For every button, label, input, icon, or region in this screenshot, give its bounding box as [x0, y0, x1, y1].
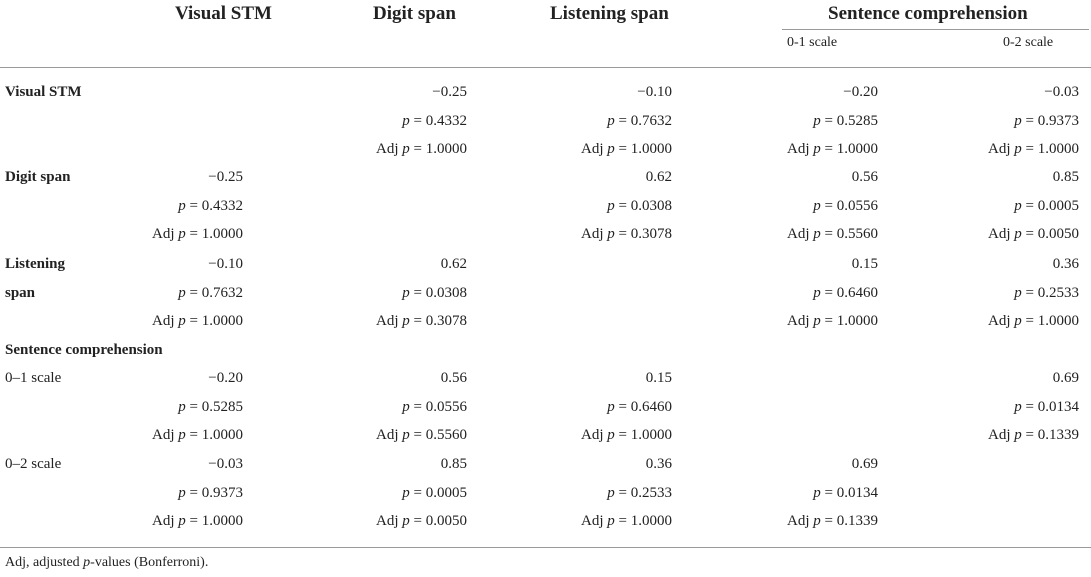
adj-label: Adj — [787, 513, 814, 530]
correlation-value: 0.85 — [440, 456, 467, 472]
cell-s01-digit-r — [441, 370, 467, 387]
table-bottom-rule — [0, 547, 1091, 548]
cell-digit-s01-adj — [787, 226, 878, 243]
cell-s02-listen-adj — [581, 513, 672, 530]
cell-vstm-s01-p — [813, 113, 878, 130]
cell-s02-listen-p — [607, 485, 672, 502]
p-value: 0.9373 — [1037, 112, 1079, 129]
footnote-suffix: -values (Bonferroni). — [90, 555, 209, 570]
p-value: 0.0556 — [425, 398, 467, 415]
p-symbol: p — [1014, 197, 1022, 214]
cell-digit-s01-r — [852, 169, 878, 186]
p-symbol: p — [607, 226, 615, 243]
cell-s01-vstm-adj — [152, 427, 243, 444]
equals-sign: = — [185, 284, 202, 301]
p-value: 0.2533 — [1037, 284, 1079, 301]
p-symbol: p — [178, 398, 186, 415]
cell-s02-digit-r — [441, 456, 467, 473]
p-symbol: p — [1014, 141, 1022, 158]
p-symbol: p — [402, 112, 410, 129]
p-value: 0.0005 — [1037, 197, 1079, 214]
p-value: 0.4332 — [201, 197, 243, 214]
p-symbol: p — [178, 427, 186, 444]
cell-digit-vstm-r — [208, 169, 243, 186]
p-value: 0.5285 — [201, 398, 243, 415]
cell-listen-s02-r — [1053, 256, 1079, 273]
p-value: 0.9373 — [201, 484, 243, 501]
correlation-value: −0.10 — [637, 84, 672, 100]
col-header-digit-span: Digit span — [373, 3, 456, 24]
row-label-listening-span-line2: span — [5, 285, 36, 301]
adj-label: Adj — [152, 313, 179, 330]
equals-sign: = — [614, 513, 631, 530]
p-symbol: p — [402, 141, 410, 158]
p-value: 0.0005 — [425, 484, 467, 501]
correlation-value: 0.36 — [1052, 256, 1079, 272]
p-symbol: p — [402, 284, 410, 301]
adjusted-p-value: 1.0000 — [630, 427, 672, 444]
row-label-0-2-scale: 0–2 scale — [5, 456, 62, 472]
equals-sign: = — [185, 484, 202, 501]
cell-vstm-s02-p — [1014, 113, 1079, 130]
adj-label: Adj — [787, 141, 814, 158]
p-symbol: p — [178, 484, 186, 501]
equals-sign: = — [409, 513, 426, 530]
cell-listen-s01-r — [852, 256, 878, 273]
equals-sign: = — [1021, 398, 1038, 415]
p-symbol: p — [178, 513, 186, 530]
cell-s01-digit-adj — [376, 427, 467, 444]
p-symbol: p — [402, 313, 410, 330]
cell-vstm-s02-adj — [988, 141, 1079, 158]
adjusted-p-value: 1.0000 — [201, 226, 243, 243]
equals-sign: = — [820, 197, 837, 214]
equals-sign: = — [820, 484, 837, 501]
equals-sign: = — [820, 226, 837, 243]
p-symbol: p — [813, 284, 821, 301]
adjusted-p-value: 1.0000 — [1037, 313, 1079, 330]
cell-s02-vstm-r — [208, 456, 243, 473]
adjusted-p-value: 1.0000 — [836, 313, 878, 330]
p-symbol: p — [607, 513, 615, 530]
correlation-value: 0.69 — [1052, 370, 1079, 386]
correlation-value: 0.36 — [645, 456, 672, 472]
equals-sign: = — [185, 513, 202, 530]
adj-label: Adj — [376, 427, 403, 444]
p-symbol: p — [1014, 226, 1022, 243]
p-symbol: p — [402, 398, 410, 415]
adjusted-p-value: 0.3078 — [425, 313, 467, 330]
p-value: 0.6460 — [836, 284, 878, 301]
equals-sign: = — [409, 398, 426, 415]
equals-sign: = — [1021, 197, 1038, 214]
equals-sign: = — [820, 284, 837, 301]
adjusted-p-value: 1.0000 — [201, 513, 243, 530]
cell-s01-s02-p — [1014, 399, 1079, 416]
equals-sign: = — [409, 141, 426, 158]
cell-digit-vstm-adj — [152, 226, 243, 243]
cell-s01-digit-p — [402, 399, 467, 416]
col-header-visual-stm: Visual STM — [175, 3, 272, 24]
cell-s02-s01-r — [852, 456, 878, 473]
equals-sign: = — [614, 484, 631, 501]
cell-s02-listen-r — [646, 456, 672, 473]
adjusted-p-value: 1.0000 — [201, 427, 243, 444]
adj-label: Adj — [787, 313, 814, 330]
correlation-value: −0.03 — [208, 456, 243, 472]
p-symbol: p — [813, 197, 821, 214]
equals-sign: = — [820, 112, 837, 129]
correlation-value: 0.56 — [851, 169, 878, 185]
p-value: 0.5285 — [836, 112, 878, 129]
p-symbol: p — [178, 284, 186, 301]
p-value: 0.0308 — [630, 197, 672, 214]
p-symbol: p — [813, 112, 821, 129]
cell-s02-s01-adj — [787, 513, 878, 530]
correlation-value: −0.20 — [843, 84, 878, 100]
p-value: 0.0308 — [425, 284, 467, 301]
equals-sign: = — [820, 141, 837, 158]
footnote-p: p — [83, 555, 91, 570]
correlation-value: 0.15 — [645, 370, 672, 386]
cell-vstm-s02-r — [1044, 84, 1079, 101]
adj-label: Adj — [581, 427, 608, 444]
adj-label: Adj — [376, 513, 403, 530]
p-symbol: p — [402, 484, 410, 501]
correlation-value: 0.56 — [440, 370, 467, 386]
adj-label: Adj — [581, 226, 608, 243]
correlation-value: 0.85 — [1052, 169, 1079, 185]
p-value: 0.0134 — [1037, 398, 1079, 415]
p-symbol: p — [1014, 398, 1022, 415]
p-symbol: p — [607, 398, 615, 415]
adj-label: Adj — [152, 226, 179, 243]
equals-sign: = — [185, 313, 202, 330]
cell-listen-digit-p — [402, 285, 467, 302]
cell-s02-vstm-adj — [152, 513, 243, 530]
adj-label: Adj — [581, 141, 608, 158]
adjusted-p-value: 1.0000 — [630, 141, 672, 158]
adj-label: Adj — [787, 226, 814, 243]
equals-sign: = — [820, 313, 837, 330]
cell-digit-s02-r — [1053, 169, 1079, 186]
adj-label: Adj — [988, 141, 1015, 158]
p-value: 0.2533 — [630, 484, 672, 501]
cell-digit-s02-p — [1014, 198, 1079, 215]
p-value: 0.0134 — [836, 484, 878, 501]
equals-sign: = — [409, 484, 426, 501]
equals-sign: = — [1021, 284, 1038, 301]
equals-sign: = — [614, 112, 631, 129]
adjusted-p-value: 0.5560 — [836, 226, 878, 243]
equals-sign: = — [1021, 313, 1038, 330]
adjusted-p-value: 0.1339 — [836, 513, 878, 530]
row-label-visual-stm: Visual STM — [5, 84, 82, 100]
adj-label: Adj — [988, 226, 1015, 243]
cell-s02-vstm-p — [178, 485, 243, 502]
adjusted-p-value: 0.0050 — [425, 513, 467, 530]
cell-vstm-s01-adj — [787, 141, 878, 158]
adjusted-p-value: 0.1339 — [1037, 427, 1079, 444]
correlation-value: 0.62 — [440, 256, 467, 272]
equals-sign: = — [409, 112, 426, 129]
cell-digit-vstm-p — [178, 198, 243, 215]
equals-sign: = — [409, 427, 426, 444]
cell-s01-vstm-p — [178, 399, 243, 416]
p-symbol: p — [813, 484, 821, 501]
subcol-header-0-1: 0-1 scale — [787, 35, 838, 50]
equals-sign: = — [409, 284, 426, 301]
p-value: 0.4332 — [425, 112, 467, 129]
correlation-value: 0.62 — [645, 169, 672, 185]
cell-s01-s02-r — [1053, 370, 1079, 387]
equals-sign: = — [409, 313, 426, 330]
adjusted-p-value: 1.0000 — [836, 141, 878, 158]
adj-label: Adj — [581, 513, 608, 530]
adjusted-p-value: 1.0000 — [425, 141, 467, 158]
equals-sign: = — [1021, 427, 1038, 444]
header-bottom-rule — [0, 67, 1091, 68]
p-symbol: p — [607, 427, 615, 444]
cell-digit-listen-p — [607, 198, 672, 215]
equals-sign: = — [614, 141, 631, 158]
correlation-value: 0.69 — [851, 456, 878, 472]
cell-vstm-digit-adj — [376, 141, 467, 158]
p-symbol: p — [1014, 284, 1022, 301]
cell-listen-vstm-r — [208, 256, 243, 273]
cell-s02-digit-p — [402, 485, 467, 502]
cell-vstm-digit-r — [432, 84, 467, 101]
cell-listen-vstm-p — [178, 285, 243, 302]
footnote-prefix: Adj, adjusted — [5, 555, 84, 570]
cell-digit-listen-adj — [581, 226, 672, 243]
equals-sign: = — [185, 427, 202, 444]
cell-listen-digit-r — [441, 256, 467, 273]
cell-listen-digit-adj — [376, 313, 467, 330]
p-symbol: p — [402, 427, 410, 444]
correlation-value: −0.03 — [1044, 84, 1079, 100]
row-label-listening-span-line1: Listening — [5, 256, 66, 272]
p-symbol: p — [178, 226, 186, 243]
adj-label: Adj — [376, 141, 403, 158]
cell-s02-digit-adj — [376, 513, 467, 530]
equals-sign: = — [1021, 226, 1038, 243]
p-symbol: p — [178, 313, 186, 330]
p-symbol: p — [178, 197, 186, 214]
adjusted-p-value: 1.0000 — [630, 513, 672, 530]
adjusted-p-value: 0.0050 — [1037, 226, 1079, 243]
cell-listen-vstm-adj — [152, 313, 243, 330]
cell-vstm-s01-r — [843, 84, 878, 101]
p-value: 0.7632 — [201, 284, 243, 301]
p-value: 0.6460 — [630, 398, 672, 415]
p-symbol: p — [813, 141, 821, 158]
cell-digit-listen-r — [646, 169, 672, 186]
correlation-value: 0.15 — [851, 256, 878, 272]
correlation-value: −0.25 — [432, 84, 467, 100]
equals-sign: = — [614, 398, 631, 415]
equals-sign: = — [614, 427, 631, 444]
cell-s01-listen-adj — [581, 427, 672, 444]
p-symbol: p — [813, 313, 821, 330]
row-label-0-1-scale: 0–1 scale — [5, 370, 62, 386]
correlation-value: −0.10 — [208, 256, 243, 272]
p-symbol: p — [1014, 313, 1022, 330]
equals-sign: = — [185, 197, 202, 214]
adjusted-p-value: 0.3078 — [630, 226, 672, 243]
col-header-listening-span: Listening span — [550, 3, 669, 24]
cell-vstm-listen-adj — [581, 141, 672, 158]
col-header-sentence-comprehension: Sentence comprehension — [828, 3, 1028, 24]
cell-digit-s01-p — [813, 198, 878, 215]
header-group-rule — [782, 29, 1089, 30]
cell-listen-s02-adj — [988, 313, 1079, 330]
equals-sign: = — [1021, 112, 1038, 129]
adj-label: Adj — [152, 513, 179, 530]
row-label-sentence-comprehension: Sentence comprehension — [5, 342, 163, 358]
cell-listen-s01-p — [813, 285, 878, 302]
row-label-digit-span: Digit span — [5, 169, 71, 185]
cell-vstm-listen-r — [637, 84, 672, 101]
cell-vstm-digit-p — [402, 113, 467, 130]
cell-s01-vstm-r — [208, 370, 243, 387]
cell-digit-s02-adj — [988, 226, 1079, 243]
correlation-value: −0.25 — [208, 169, 243, 185]
cell-s02-s01-p — [813, 485, 878, 502]
p-symbol: p — [607, 197, 615, 214]
correlation-value: −0.20 — [208, 370, 243, 386]
equals-sign: = — [614, 197, 631, 214]
p-symbol: p — [1014, 112, 1022, 129]
equals-sign: = — [185, 226, 202, 243]
cell-s01-listen-r — [646, 370, 672, 387]
p-symbol: p — [813, 226, 821, 243]
p-symbol: p — [607, 141, 615, 158]
adj-label: Adj — [376, 313, 403, 330]
cell-vstm-listen-p — [607, 113, 672, 130]
cell-s01-listen-p — [607, 399, 672, 416]
p-symbol: p — [402, 513, 410, 530]
footnote — [5, 555, 208, 571]
p-symbol: p — [607, 484, 615, 501]
adjusted-p-value: 1.0000 — [201, 313, 243, 330]
adj-label: Adj — [988, 427, 1015, 444]
adj-label: Adj — [152, 427, 179, 444]
adj-label: Adj — [988, 313, 1015, 330]
equals-sign: = — [614, 226, 631, 243]
cell-listen-s02-p — [1014, 285, 1079, 302]
equals-sign: = — [1021, 141, 1038, 158]
p-symbol: p — [607, 112, 615, 129]
equals-sign: = — [185, 398, 202, 415]
p-value: 0.7632 — [630, 112, 672, 129]
equals-sign: = — [820, 513, 837, 530]
p-symbol: p — [813, 513, 821, 530]
cell-listen-s01-adj — [787, 313, 878, 330]
subcol-header-0-2: 0-2 scale — [1003, 35, 1054, 50]
p-value: 0.0556 — [836, 197, 878, 214]
adjusted-p-value: 1.0000 — [1037, 141, 1079, 158]
p-symbol: p — [1014, 427, 1022, 444]
cell-s01-s02-adj — [988, 427, 1079, 444]
adjusted-p-value: 0.5560 — [425, 427, 467, 444]
